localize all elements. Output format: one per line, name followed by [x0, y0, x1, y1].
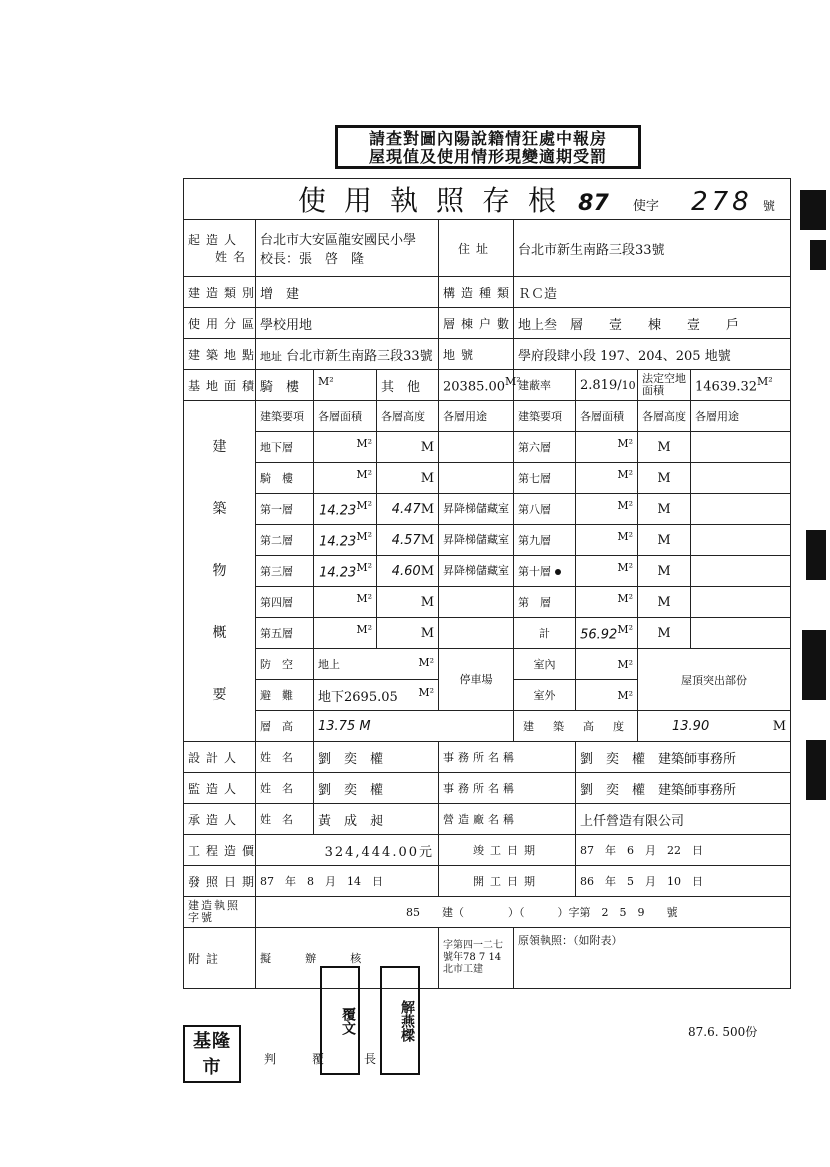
floor-name: 地下層 [256, 432, 314, 463]
site-label: 建築地點 [184, 339, 256, 370]
col-header-area: 各層面積 [314, 401, 377, 432]
total-label: 計 [514, 618, 576, 649]
done-label: 竣工日期 [439, 835, 576, 866]
height-unit-r: M [657, 439, 671, 455]
col-header-use: 各層用途 [439, 401, 514, 432]
notes-label: 附註 [184, 928, 256, 989]
lot-value: 學府段肆小段 197、204、205 地號 [514, 339, 791, 370]
storey-height-value: 13.75 M [314, 711, 514, 742]
address-label: 住址 [439, 220, 514, 277]
arcade-value [314, 370, 377, 401]
floor-area-r [576, 494, 638, 525]
height-unit: M [420, 470, 434, 486]
height-unit: M [420, 439, 434, 455]
coverage-value: 2.819/10 [576, 370, 638, 401]
permit-form [183, 178, 791, 989]
parking-in-label: 室內 [514, 649, 576, 680]
permit-number: 278 [691, 187, 753, 217]
floor-name-r: 第六層 [514, 432, 576, 463]
floor-use [439, 618, 514, 649]
floor-name-r: 第九層 [514, 525, 576, 556]
contractor-name-label: 姓 名 [256, 804, 314, 835]
height-unit: M [420, 563, 434, 579]
base-area-label: 基地面積 [184, 370, 256, 401]
floor-area [314, 525, 377, 556]
designer-name: 劉 奕 權 [314, 742, 439, 773]
floor-name: 第一層 [256, 494, 314, 525]
area-unit: M² [356, 530, 372, 544]
ink-mark-1 [800, 190, 826, 230]
ink-dot [555, 569, 561, 575]
role-he: 核 [350, 952, 362, 965]
zoning-value: 學校用地 [256, 308, 439, 339]
area-unit-r: M² [617, 561, 633, 575]
name-stamp-2: 解燕樑 [380, 966, 420, 1075]
floor-height [377, 556, 439, 587]
area-unit-r: M² [617, 530, 633, 544]
floor-area-value: 14.23 [319, 565, 357, 581]
hao-label: 號 [762, 199, 775, 213]
designer-name-label: 姓 名 [256, 742, 314, 773]
floor-name: 第三層 [256, 556, 314, 587]
floor-area-value: 14.23 [319, 503, 357, 519]
name-stamp-1: 覆文 [320, 966, 360, 1075]
area-unit: M² [356, 592, 372, 606]
floor-area-value: 14.23 [319, 534, 357, 550]
floor-height-r [638, 525, 691, 556]
floor-height [377, 618, 439, 649]
applicant-address: 台北市新生南路三段33號 [514, 220, 791, 277]
bldg-height-unit: M [772, 718, 787, 734]
open-space-value [691, 370, 791, 401]
area-unit: M² [356, 468, 372, 482]
total-use [691, 618, 791, 649]
ref-number: 字第四一二七號年78 7 14北市工建 [439, 928, 514, 989]
floor-use [439, 587, 514, 618]
floor-area [314, 587, 377, 618]
col-header-item-r: 建築要項 [514, 401, 576, 432]
total-area [576, 618, 638, 649]
applicant-name-line1: 台北市大安區龍安國民小學 [260, 233, 417, 248]
floor-height-r [638, 556, 691, 587]
site-addr-label: 地址 [260, 349, 282, 363]
height-unit: M [420, 532, 434, 548]
open-space-number: 14639.32 [695, 379, 758, 395]
original-permit-note: 原領執照：（如附表） [514, 928, 791, 989]
applicant-label [184, 220, 256, 277]
supervisor-office-label: 事務所名稱 [439, 773, 576, 804]
other-value [439, 370, 521, 401]
cost-value: 324,444.00元 [256, 835, 439, 866]
notice-line-2: 屋現值及使用情形現變適期受罰 [368, 147, 607, 166]
contractor-label: 承造人 [184, 804, 256, 835]
role-ban: 辦 [305, 952, 317, 965]
build-type-value: 增 建 [256, 277, 439, 308]
area-unit: M² [356, 499, 372, 513]
col-header-height-r: 各層高度 [638, 401, 691, 432]
cost-label: 工程造價 [184, 835, 256, 866]
floor-row [184, 556, 791, 587]
height-unit-r: M [657, 625, 671, 641]
col-header-use-r: 各層用途 [691, 401, 791, 432]
floor-use: 昇降梯儲藏室 [439, 525, 514, 556]
issue-label: 發照日期 [184, 866, 256, 897]
print-note: 87.6. 500份 [688, 1025, 758, 1039]
role-pan: 判 [264, 1052, 277, 1066]
floor-name: 第四層 [256, 587, 314, 618]
floor-name-r: 第七層 [514, 463, 576, 494]
applicant-name-line2: 校長：張 啓 隆 [260, 252, 365, 267]
role-zhang: 長 [364, 1052, 377, 1066]
floor-use-r [691, 494, 791, 525]
floor-area-r [576, 525, 638, 556]
floor-use-r [691, 556, 791, 587]
bldg-height-value [638, 711, 791, 742]
ink-mark-4 [802, 630, 826, 700]
start-label: 開工日期 [439, 866, 576, 897]
floor-area [314, 432, 377, 463]
floor-name: 第五層 [256, 618, 314, 649]
col-header-area-r: 各層面積 [576, 401, 638, 432]
contractor-office: 上仟營造有限公司 [576, 804, 791, 835]
floor-row [184, 618, 791, 649]
other-label: 其 他 [377, 370, 439, 401]
floors-value: 地上叁 層 壹 棟 壹 戶 [514, 308, 791, 339]
roof-label: 屋頂突出部份 [638, 649, 791, 711]
floor-name: 騎 樓 [256, 463, 314, 494]
shelter-above-text: 地上 [318, 658, 340, 671]
height-unit-r: M [657, 470, 671, 486]
floor-row [184, 463, 791, 494]
floor-use: 昇降梯儲藏室 [439, 494, 514, 525]
permit-no-label: 建造執照字號 [184, 897, 256, 928]
supervisor-label: 監造人 [184, 773, 256, 804]
parking-out-value [576, 680, 638, 711]
floor-height-r [638, 494, 691, 525]
floor-height-r [638, 432, 691, 463]
total-height [638, 618, 691, 649]
shelter-below [314, 680, 439, 711]
floor-height-value: 4.47 [391, 501, 421, 517]
floor-area [314, 556, 377, 587]
overview-side-label [184, 401, 256, 742]
notice-line-1: 請查對圖內陽說籍情狂處中報房 [368, 129, 607, 148]
designer-office-label: 事務所名稱 [439, 742, 576, 773]
floor-use [439, 463, 514, 494]
col-header-height: 各層高度 [377, 401, 439, 432]
floor-area-r [576, 432, 638, 463]
area-unit-r: M² [617, 499, 633, 513]
height-unit: M [420, 594, 434, 610]
shelter-label-1: 防 空 [256, 649, 314, 680]
floor-row [184, 432, 791, 463]
structure-value: ＲＣ造 [514, 277, 791, 308]
coverage-label: 建蔽率 [514, 370, 576, 401]
height-unit: M [420, 501, 434, 517]
floor-height [377, 432, 439, 463]
floor-area [314, 463, 377, 494]
year-handwritten: 87 [578, 191, 609, 216]
coverage-number: 2.819 [580, 377, 618, 393]
designer-office: 劉 奕 權 建築師事務所 [576, 742, 791, 773]
bldg-height-label: 建 築 高 度 [514, 711, 638, 742]
floor-area-r [576, 587, 638, 618]
floor-height [377, 494, 439, 525]
height-unit-r: M [657, 501, 671, 517]
floor-height-r [638, 463, 691, 494]
floor-row [184, 587, 791, 618]
area-unit: M² [356, 623, 372, 637]
title-cell [184, 179, 791, 220]
floors-label: 層棟户數 [439, 308, 514, 339]
shelter-below-text: 地下2695.05 [318, 689, 398, 705]
height-unit-r: M [657, 563, 671, 579]
floor-height-r [638, 587, 691, 618]
issue-value: 87 年 8 月 14 日 [256, 866, 439, 897]
floor-row [184, 494, 791, 525]
arcade-label: 騎 樓 [256, 370, 314, 401]
floor-use: 昇降梯儲藏室 [439, 556, 514, 587]
parking-out-unit: M² [617, 688, 633, 702]
designer-label: 設計人 [184, 742, 256, 773]
floor-height [377, 463, 439, 494]
floor-height [377, 587, 439, 618]
side-char-1: 建 [212, 439, 227, 455]
shelter-above-unit: M² [418, 656, 434, 669]
shi-zi: 使字 [632, 199, 659, 214]
margin-ink-marks [796, 180, 830, 900]
parking-label: 停車場 [439, 649, 514, 711]
role-fu: 覆 [312, 1052, 325, 1066]
done-value: 87 年 6 月 22 日 [576, 835, 791, 866]
floor-area [314, 494, 377, 525]
floor-height [377, 525, 439, 556]
area-unit-r: M² [617, 437, 633, 451]
supervisor-office: 劉 奕 權 建築師事務所 [576, 773, 791, 804]
ink-mark-2 [810, 240, 826, 270]
parking-out-label: 室外 [514, 680, 576, 711]
floor-name-r: 第八層 [514, 494, 576, 525]
structure-label: 構造種類 [439, 277, 514, 308]
side-char-5: 要 [212, 687, 227, 703]
height-unit-r: M [657, 532, 671, 548]
contractor-office-label: 營造廠名稱 [439, 804, 576, 835]
supervisor-name: 劉 奕 權 [314, 773, 439, 804]
ink-mark-3 [806, 530, 826, 580]
form-title: 使用執照存根 [298, 184, 575, 217]
contractor-name: 黃 成 昶 [314, 804, 439, 835]
supervisor-name-label: 姓 名 [256, 773, 314, 804]
floor-row [184, 525, 791, 556]
side-char-4: 概 [212, 625, 227, 641]
parking-in-unit: M² [617, 657, 633, 671]
other-value-text: 20385.00 [443, 379, 506, 395]
side-char-2: 築 [212, 501, 227, 517]
floor-area [314, 618, 377, 649]
start-value: 86 年 5 月 10 日 [576, 866, 791, 897]
area-unit-r: M² [617, 623, 633, 637]
applicant-label-bottom: 姓名 [214, 250, 251, 264]
open-space-label: 法定空地面積 [638, 370, 691, 401]
applicant-label-top: 起造人 [188, 233, 243, 247]
area-unit-r: M² [617, 468, 633, 482]
zoning-label: 使用分區 [184, 308, 256, 339]
site-addr: 台北市新生南路三段33號 [286, 348, 433, 364]
site-address [256, 339, 439, 370]
area-unit: M² [356, 437, 372, 451]
shelter-label-2: 避 難 [256, 680, 314, 711]
floor-use-r [691, 587, 791, 618]
notice-stamp [335, 125, 641, 169]
ink-mark-5 [806, 740, 826, 800]
permit-no-value: 85 建（ ）（ ）字第 2 5 9 號 [256, 897, 791, 928]
floor-name: 第二層 [256, 525, 314, 556]
floor-name-r [514, 556, 576, 587]
other-unit: M² [505, 375, 521, 389]
height-unit-r: M [657, 594, 671, 610]
col-header-item: 建築要項 [256, 401, 314, 432]
floor-height-value: 4.60 [391, 563, 421, 579]
height-unit: M [420, 625, 434, 641]
bldg-height-text: 13.90 [672, 718, 710, 734]
area-unit-r: M² [617, 592, 633, 606]
applicant-name [256, 220, 439, 277]
area-unit: M² [356, 561, 372, 575]
floor-name-r: 第 層 [514, 587, 576, 618]
role-ni: 擬 [260, 952, 271, 965]
floor-area-r [576, 463, 638, 494]
official-seal: 基隆市 [183, 1025, 241, 1083]
side-char-3: 物 [212, 563, 227, 579]
build-type-label: 建造類別 [184, 277, 256, 308]
floor-use-r [691, 432, 791, 463]
lot-label: 地號 [439, 339, 514, 370]
floor-use [439, 432, 514, 463]
floor-use-r [691, 525, 791, 556]
shelter-above [314, 649, 439, 680]
arcade-unit: M² [318, 375, 334, 389]
storey-height-label: 層 高 [256, 711, 314, 742]
coverage-denom: 10 [621, 378, 636, 392]
floor-area-r [576, 556, 638, 587]
floor-use-r [691, 463, 791, 494]
floor-name-r-text: 第十層 [518, 565, 551, 578]
floor-height-value: 4.57 [391, 532, 421, 548]
parking-in-value [576, 649, 638, 680]
open-space-unit: M² [757, 375, 773, 389]
shelter-below-unit: M² [418, 685, 434, 699]
total-area-value: 56.92 [580, 627, 618, 643]
